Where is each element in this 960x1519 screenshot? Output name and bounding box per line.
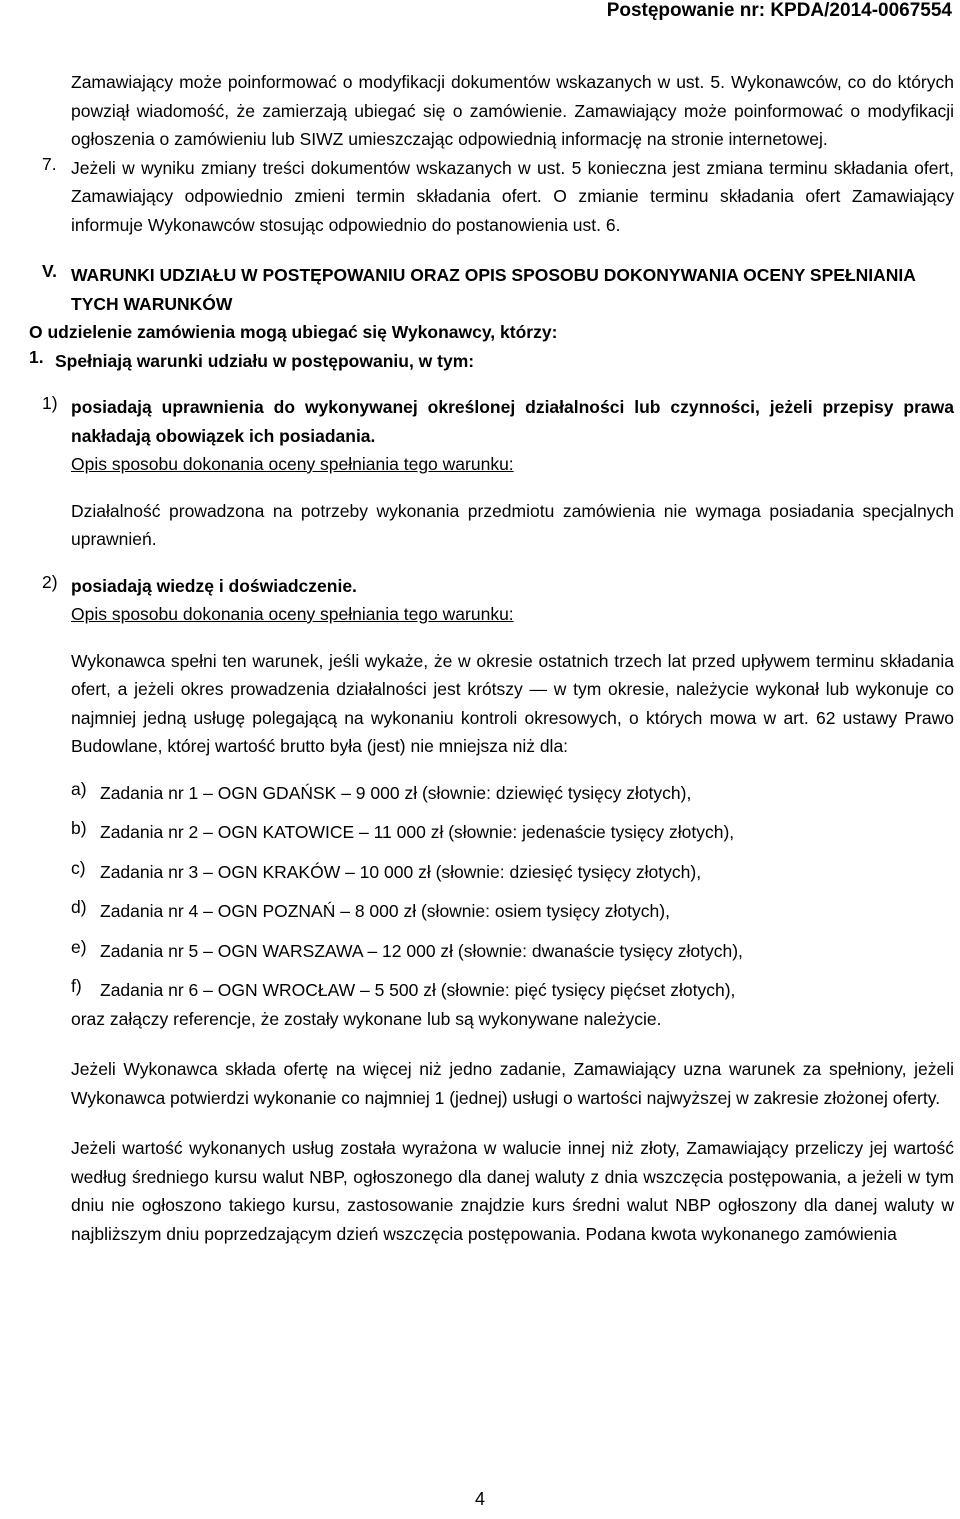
task-text: Zadania nr 5 – OGN WARSZAWA – 12 000 zł (słownie: dwanaście tysięcy złotych), [100,940,743,961]
page-header [200,0,960,26]
condition-2-number: 2) [42,571,58,592]
task-item [71,858,954,887]
point-1 [29,347,954,376]
task-item [71,779,954,808]
section-v-number: V. [42,261,57,281]
item-7-text: Jeżeli w wyniku zmiany treści dokumentów wskazanych w ust. 5 konieczna jest zmiana terminu składania ofert, Zamawiający odpowiednio zmieni termin składania ofert. O zmianie terminu składania ofert Zamawiający informuje Wykonawców stosując odpowiednio do postanowienia ust. 6. [71,157,954,235]
condition-1-eval-text: Działalność prowadzona na potrzeby wykonania przedmiotu zamówienia nie wymaga posiadania specjalnych uprawnień. [71,500,954,549]
task-letter: d) [71,897,87,917]
task-item [71,897,954,926]
paragraph-6-continuation: Zamawiający może poinformować o modyfikacji dokumentów wskazanych w ust. 5. Wykonawców, co do których powziął wiadomość, że zamierzają ubiegać się o zamówienie. Zamawiający może poinformować o modyfikacji ogłoszenia o zamówieniu lub SIWZ umieszczając odpowiednią informację na stronie internetowej. [71,72,954,149]
item-7 [42,154,954,240]
section-v-subtitle: O udzielenie zamówienia mogą ubiegać się Wykonawcy, którzy: [29,322,558,342]
point-1-text: Spełniają warunki udziału w postępowaniu, w tym: [55,350,475,371]
condition-2-eval-label-row [42,600,954,629]
condition-1-eval-label: Opis sposobu dokonania oceny spełniania tego warunku: [71,454,514,474]
proceeding-number: Postępowanie nr: KPDA/2014-0067554 [606,0,952,21]
condition-2-eval-label: Opis sposobu dokonania oceny spełniania tego warunku: [71,604,514,624]
task-letter: f) [71,976,82,996]
task-letter: c) [71,857,86,878]
section-v-heading [42,261,954,318]
section-v-title: WARUNKI UDZIAŁU W POSTĘPOWANIU ORAZ OPIS SPOSOBU DOKONYWANIA OCENY SPEŁNIANIA TYCH WARUNKÓW [71,265,916,314]
task-item [71,937,954,966]
task-text: Zadania nr 3 – OGN KRAKÓW – 10 000 zł (słownie: dziesięć tysięcy złotych), [100,861,702,882]
condition-1-title: posiadają uprawnienia do wykonywanej określonej działalności lub czynności, jeżeli przepisy prawa nakładają obowiązek ich posiadania. [71,397,954,446]
page-number: 4 [474,1489,485,1509]
condition-2-title: posiadają wiedzę i doświadczenie. [71,575,357,596]
task-letter: b) [71,818,87,838]
task-text: Zadania nr 6 – OGN WROCŁAW – 5 500 zł (słownie: pięć tysięcy pięćset złotych), [100,980,736,1000]
task-letter: a) [71,778,87,799]
task-text: Zadania nr 4 – OGN POZNAŃ – 8 000 zł (słownie: osiem tysięcy złotych), [100,901,670,921]
task-list [42,779,954,1005]
multi-offer-note: Jeżeli Wykonawca składa ofertę na więcej niż jedno zadanie, Zamawiający uzna warunek za spełniony, jeżeli Wykonawca potwierdzi wykonanie co najmniej 1 (jednej) usługi o wartości najwyższej w zakresie złożonej oferty. [71,1059,954,1108]
task-text: Zadania nr 2 – OGN KATOWICE – 11 000 zł (słownie: jedenaście tysięcy złotych), [100,822,735,842]
document-body [29,68,954,1248]
task-item [71,976,954,1005]
references-note: oraz załączy referencje, że zostały wykonane lub są wykonywane należycie. [71,1008,662,1029]
point-1-number: 1. [29,346,44,367]
condition-2-eval-text: Wykonawca spełni ten warunek, jeśli wykaże, że w okresie ostatnich trzech lat przed upływem terminu składania ofert, a jeżeli okres prowadzenia działalności jest krótszy — w tym okresie, należycie wykonał lub wykonuje co najmniej jedną usługę polegającą na wykonaniu kontroli okresowych, o których mowa w art. 62 ustawy Prawo Budowlane, której wartość brutto była (jest) nie mniejsza niż dla: [71,650,954,756]
task-text: Zadania nr 1 – OGN GDAŃSK – 9 000 zł (słownie: dziewięć tysięcy złotych), [100,782,692,803]
task-item [71,818,954,847]
condition-2 [42,572,954,601]
item-7-number: 7. [42,153,57,174]
task-letter: e) [71,936,87,957]
currency-note: Jeżeli wartość wykonanych usług została wyrażona w walucie innej niż złoty, Zamawiający przeliczy jej wartość według średniego kursu walut NBP, ogłoszonego dla danej waluty z dnia wszczęcia postępowania, a jeżeli w tym dniu nie ogłoszono takiego kursu, zastosowanie znajdzie kurs średni walut NBP ogłoszony dla danej waluty w najbliższym dniu poprzedzającym dzień wszczęcia postępowania. Podana kwota wykonanego zamówienia [71,1138,954,1244]
condition-1 [42,393,954,450]
condition-1-number: 1) [42,393,58,413]
condition-1-eval-label-row [42,450,954,479]
